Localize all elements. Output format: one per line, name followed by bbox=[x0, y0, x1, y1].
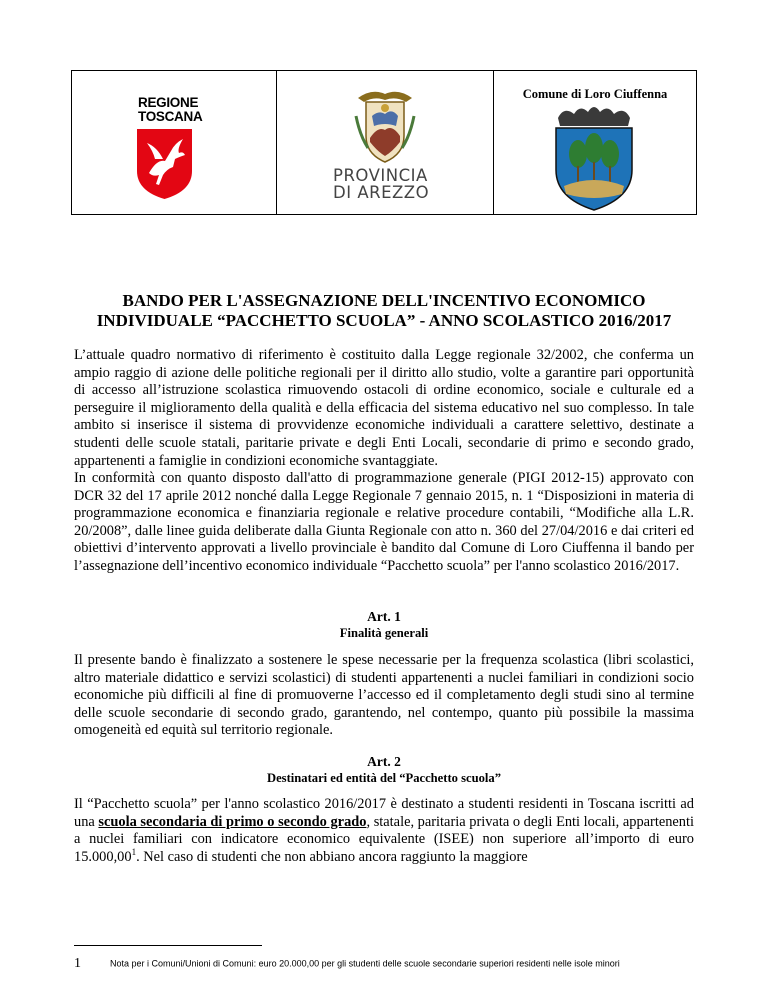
art2-subtitle: Destinatari ed entità del “Pacchetto scuola” bbox=[267, 771, 501, 785]
regione-toscana-pegasus-logo bbox=[137, 129, 192, 199]
footnote bbox=[74, 956, 694, 972]
art1-subtitle: Finalità generali bbox=[339, 626, 429, 640]
art2-heading bbox=[74, 754, 694, 786]
provincia-arezzo-logo-text: PROVINCIA DI AREZZO bbox=[333, 166, 430, 202]
intro-paragraph-1: L’attuale quadro normativo di riferimento è costituito dalla Legge regionale 32/2002, che conferma un ampio raggio di azione delle politiche regionali per il diritto allo studio, volte a garantire pari opportunità di accesso all’istruzione scolastica rimuovendo ostacoli di ordine economico, sociale e culturale ed a perseguire il miglioramento della qualità e della efficacia del sistema educativo nel suo complesso. In tale ambito si inserisce il sistema di provvidenze economiche individuali a carattere selettivo, destinate a studenti delle scuole statali, paritarie private e degli Enti Locali, secondarie di primo e secondo grado, appartenenti a famiglie in condizioni economiche svantaggiate. bbox=[74, 347, 694, 469]
comune-loro-ciuffenna-crest bbox=[544, 104, 644, 212]
intro-paragraph-2: In conformità con quanto disposto dall'atto di programmazione generale (PIGI 2012-15) approvato con DCR 32 del 17 aprile 2012 nonché dalla Legge Regionale 7 gennaio 2015, n. 1 “Disposizioni in materia di programmazione economica e finanziaria regionale e relative procedure contabili, “Modifiche alla L.R. 20/2008”, dalle linee guida deliberate dalla Giunta Regionale con atto n. 360 del 27/04/2016 e dai criteri ed obiettivi d’intervento approvati a livello provinciale è bandito dal Comune di Loro Ciuffenna il bando per l’assegnazione dell’incentivo economico individuale “Pacchetto scuola” per l'anno scolastico 2016/2017. bbox=[74, 470, 694, 574]
art1-heading bbox=[74, 609, 694, 641]
art1-paragraph: Il presente bando è finalizzato a sostenere le spese necessarie per la frequenza scolastica (libri scolastici, altro materiale didattico e servizi scolastici) di studenti appartenenti a nuclei familiari in condizioni socio economiche più difficili al fine di promuoverne l’accesso ed il completamento degli studi sino al termine delle scuole secondarie di secondo grado, garantendo, nel contempo, quanto più possibile la massima omogeneità ed equità sul territorio regionale. bbox=[74, 652, 694, 739]
footnote-separator bbox=[74, 945, 262, 946]
logo-header bbox=[71, 70, 697, 215]
art2-paragraph: Il “Pacchetto scuola” per l'anno scolastico 2016/2017 è destinato a studenti residenti in Toscana iscritti ad una scuola secondaria di primo o secondo grado, statale, paritaria privata o degli Enti locali, appartenenti a nuclei familiari con indicatore economico equivalente (ISEE) non superiore all’importo di euro 15.000,00$^1$. Nel caso di studenti che non abbiano ancora raggiunto la maggiore bbox=[74, 796, 694, 865]
art2-number: Art. 2 bbox=[367, 754, 401, 769]
comune-name: Comune di Loro Ciuffenna bbox=[522, 87, 668, 101]
provincia-arezzo-emblem bbox=[352, 86, 418, 166]
footnote-number: 1 bbox=[74, 956, 81, 971]
art1-number: Art. 1 bbox=[367, 609, 401, 624]
footnote-text: Nota per i Comuni/Unioni di Comuni: euro 20.000,00 per gli studenti delle scuole secondarie superiori residenti nelle isole minori bbox=[110, 958, 620, 969]
regione-toscana-logo-text: REGIONE TOSCANA bbox=[138, 95, 203, 124]
regione-toscana-cell bbox=[72, 71, 277, 214]
footnote-ref[interactable]: 1 bbox=[131, 846, 137, 857]
school-type-underlined: scuola secondaria di primo o secondo grado bbox=[98, 813, 367, 830]
document-title: BANDO PER L'ASSEGNAZIONE DELL'INCENTIVO ECONOMICO INDIVIDUALE “PACCHETTO SCUOLA” - ANNO SCOLASTICO 2016/2017 bbox=[96, 291, 672, 330]
comune-cell bbox=[494, 71, 696, 214]
provincia-arezzo-cell bbox=[277, 71, 494, 214]
